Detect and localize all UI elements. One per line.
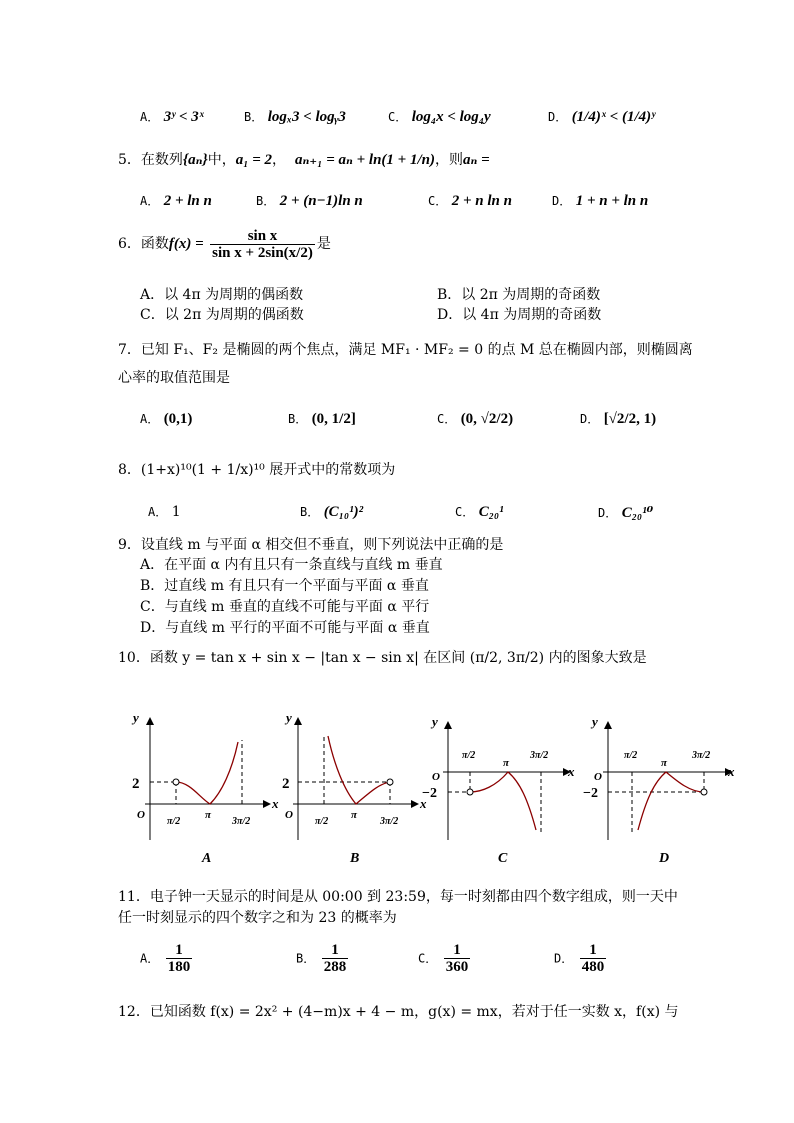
graph-a [131, 710, 279, 866]
graph-d-y-label: y [592, 714, 598, 729]
graph-a-origin: O [137, 809, 145, 821]
q6-stem: 6．函数f(x) = $\frac{\text{sin x}}{\text{sin x + 2sin(x/2)}}$ 是 [118, 227, 331, 261]
graph-d-x-label: x [728, 764, 735, 779]
q11-option-c: C． $\frac{1}{360}$ [418, 942, 469, 975]
q5-option-b: B． 2 + (n−1)ln n [256, 193, 363, 209]
graph-a-tick-pi2: π/2 [167, 816, 181, 827]
q4-option-a: A． 3ʸ < 3ˣ [140, 109, 204, 125]
graph-d [583, 714, 735, 866]
q6-option-c: C．以 2π 为周期的偶函数 [140, 307, 304, 323]
q9-option-a: A．在平面 α 内有且只有一条直线与直线 m 垂直 [140, 557, 443, 573]
q6-option-a: A．以 4π 为周期的偶函数 [140, 287, 304, 303]
q11-stem-line1: 11．电子钟一天显示的时间是从 00:00 到 23:59，每一时刻都由四个数字组成，则一天中 [118, 889, 678, 905]
graph-d-tick-pi: π [661, 757, 668, 769]
graph-b-x-label: x [420, 796, 427, 811]
q11-option-b: B． $\frac{1}{288}$ [296, 942, 347, 975]
graph-c-origin: O [432, 771, 440, 783]
q7-option-c: C． (0, √2/2) [437, 411, 514, 427]
graph-a-tick-3pi2: 3π/2 [232, 816, 251, 827]
graph-b-tick-pi: π [351, 809, 358, 821]
graph-a-y-label: y [133, 710, 139, 725]
q9-stem: 9．设直线 m 与平面 α 相交但不垂直，则下列说法中正确的是 [118, 537, 504, 553]
q8-option-b: B． (C₁₀¹)² [300, 504, 364, 520]
q8-stem: 8．(1+x)¹⁰(1 + 1/x)¹⁰ 展开式中的常数项为 [118, 462, 396, 478]
q12-stem: 12．已知函数 f(x) = 2x² + (4−m)x + 4 − m，g(x) = mx，若对于任一实数 x，f(x) 与 [118, 1004, 679, 1020]
q5-stem: 5．在数列{aₙ}中，a₁ = 2， aₙ₊₁ = aₙ + ln(1 + 1/n)，则aₙ = [118, 152, 490, 168]
graph-c-x-label: x [568, 764, 575, 779]
q6-fraction: $\frac{\text{sin x}}{\text{sin x + 2sin(x/2)}}$ [212, 227, 313, 261]
graph-a-x-label: x [272, 796, 279, 811]
graph-d-tick-pi2: π/2 [624, 750, 638, 761]
q8-option-c: C． C₂₀¹ [455, 504, 504, 520]
graph-a-caption: A [202, 851, 212, 866]
q11-option-a: A． $\frac{1}{180}$ [140, 942, 191, 975]
graph-c-tick-pi: π [503, 757, 510, 769]
q8-option-a: A． 1 [148, 504, 181, 520]
q7-option-a: A． (0,1) [140, 411, 193, 427]
graph-c-y-label: y [432, 714, 438, 729]
graph-c-tick-neg2: −2 [422, 786, 437, 801]
q5-option-c: C． 2 + n ln n [428, 193, 512, 209]
graph-c [422, 714, 575, 866]
graph-a-tick-pi: π [205, 809, 212, 821]
graph-c-caption: C [498, 851, 508, 866]
graph-d-caption: D [659, 851, 670, 866]
graph-b-origin: O [285, 809, 293, 821]
q4-option-b: B． logₓ3 < logᵧ3 [244, 109, 346, 125]
graph-b-y-label: y [286, 710, 292, 725]
q6-option-b: B．以 2π 为周期的奇函数 [437, 287, 601, 303]
q11-stem-line2: 任一时刻显示的四个数字之和为 23 的概率为 [118, 910, 397, 926]
graph-b-tick-pi2: π/2 [315, 816, 329, 827]
q9-option-d: D．与直线 m 平行的平面不可能与平面 α 垂直 [140, 620, 430, 636]
q11-option-d: D． $\frac{1}{480}$ [554, 942, 605, 975]
q6-option-d: D．以 4π 为周期的奇函数 [437, 307, 602, 323]
graph-c-tick-pi2: π/2 [462, 750, 476, 761]
q9-option-b: B．过直线 m 有且只有一个平面与平面 α 垂直 [140, 578, 429, 594]
q4-option-c: C． log₄x < log₄y [388, 109, 491, 125]
graph-b-caption: B [350, 851, 360, 866]
q7-option-d: D． [√2/2, 1) [580, 411, 657, 427]
q8-option-d: D． C₂₀¹⁰ [598, 505, 654, 521]
q5-option-d: D． 1 + n + ln n [552, 193, 649, 209]
q7-option-b: B． (0, 1/2] [288, 411, 356, 427]
q7-stem-line1: 7．已知 F₁、F₂ 是椭圆的两个焦点，满足 MF₁ · MF₂ = 0 的点 M 总在椭圆内部，则椭圆离 [118, 342, 693, 358]
q5-option-a: A． 2 + ln n [140, 193, 212, 209]
graph-d-tick-3pi2: 3π/2 [692, 750, 711, 761]
q10-stem: 10．函数 y = tan x + sin x − |tan x − sin x| 在区间 (π/2, 3π/2) 内的图象大致是 [118, 650, 647, 666]
graph-d-origin: O [594, 771, 602, 783]
graph-a-tick-2: 2 [132, 776, 140, 792]
graph-b-tick-2: 2 [282, 776, 290, 792]
graph-b [282, 710, 427, 866]
q10-graphs [0, 700, 794, 900]
graph-b-tick-3pi2: 3π/2 [380, 816, 399, 827]
graph-d-tick-neg2: −2 [583, 786, 598, 801]
q9-option-c: C．与直线 m 垂直的直线不可能与平面 α 平行 [140, 599, 430, 615]
graph-c-tick-3pi2: 3π/2 [530, 750, 549, 761]
q7-stem-line2: 心率的取值范围是 [118, 370, 230, 386]
q4-option-d: D． (1/4)ˣ < (1/4)ʸ [548, 109, 656, 125]
